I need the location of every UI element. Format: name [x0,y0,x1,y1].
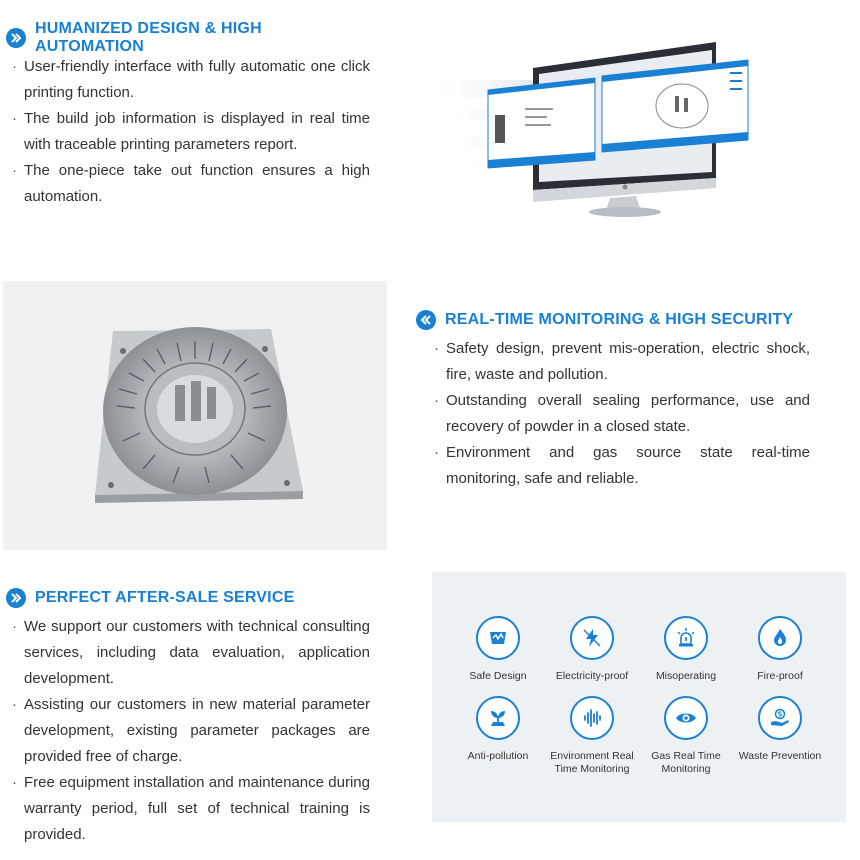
alarm-icon [664,616,708,660]
feature-label: Fire-proof [757,670,803,682]
feature-environment-monitoring [544,696,640,775]
bullet-list [432,336,810,492]
feature-label: Waste Prevention [738,750,822,762]
section-security [416,308,810,492]
feature-waste-prevention [732,696,828,763]
plant-icon [476,696,520,740]
double-chevron-left-icon [416,310,436,330]
waveform-icon [570,696,614,740]
turbine-photo [3,281,387,550]
list-item: · Free equipment installation and maintenance during warranty period, full set of technical training is provided. [12,774,370,843]
safe-design-icon [476,616,520,660]
list-item: · Outstanding overall sealing performance, use and recovery of powder in a closed state. [434,392,810,435]
feature-gas-monitoring [638,696,734,775]
section-title: HUMANIZED DESIGN & HIGH AUTOMATION [35,20,262,55]
section-heading [416,308,810,332]
list-item: · We support our customers with technical consulting services, including data evaluation, application development. [12,618,370,687]
bullet-list [10,614,370,848]
double-chevron-right-icon [6,28,26,48]
feature-misoperating [638,616,734,683]
section-heading [6,586,370,610]
list-item: · Environment and gas source state real-time monitoring, safe and reliable. [434,444,810,487]
feature-label: Gas Real Time Monitoring [651,750,721,775]
features-panel [432,572,846,822]
list-item: · Safety design, prevent mis-operation, electric shock, fire, waste and pollution. [434,340,810,383]
feature-label: Environment Real Time Monitoring [550,750,634,775]
list-item: · The one-piece take out function ensures a high automation. [12,162,370,205]
feature-label: Safe Design [469,670,527,682]
list-item: · Assisting our customers in new material parameter development, existing parameter packages are provided free of charge. [12,696,370,765]
section-title: REAL-TIME MONITORING & HIGH SECURITY [445,311,794,328]
list-item: · The build job information is displayed in real time with traceable printing parameters report. [12,110,370,153]
feature-label: Misoperating [655,670,717,682]
monitor-image [430,20,850,230]
electricity-icon [570,616,614,660]
section-title: PERFECT AFTER-SALE SERVICE [35,589,295,606]
section-heading [6,20,370,55]
feature-label: Anti-pollution [467,750,529,762]
money-hand-icon [758,696,802,740]
fire-icon [758,616,802,660]
feature-anti-pollution [450,696,546,763]
feature-electricity-proof [544,616,640,683]
feature-safe-design [450,616,546,683]
bullet-list [10,54,370,210]
feature-fire-proof [732,616,828,683]
eye-icon [664,696,708,740]
section-automation [6,20,370,210]
double-chevron-right-icon [6,588,26,608]
feature-label: Electricity-proof [555,670,629,682]
section-service [6,586,370,848]
list-item: · User-friendly interface with fully automatic one click printing function. [12,58,370,101]
